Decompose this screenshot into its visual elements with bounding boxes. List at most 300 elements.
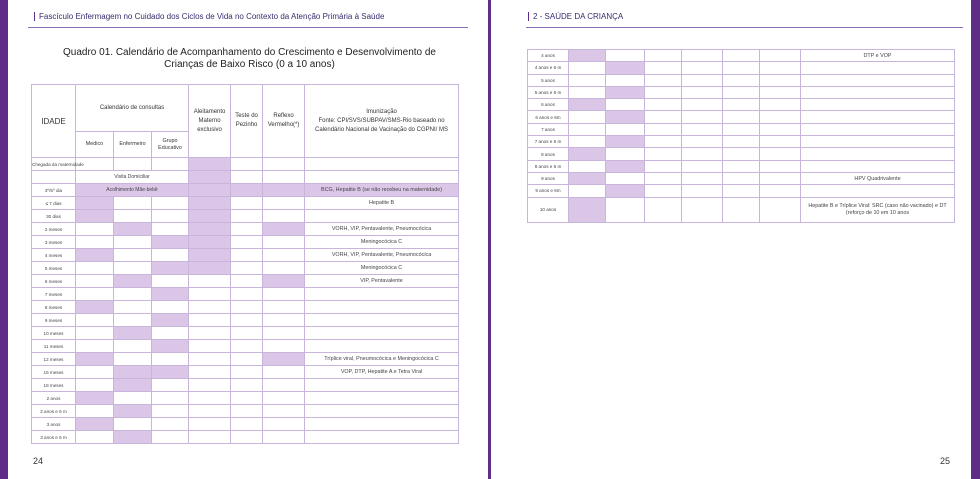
schedule-cell: [760, 74, 801, 86]
table-row: [528, 74, 955, 86]
age-label: 7 meses: [32, 288, 76, 301]
schedule-cell: [760, 197, 801, 222]
schedule-cell: [760, 136, 801, 148]
schedule-cell: [723, 197, 760, 222]
table-row: [528, 123, 955, 135]
immunization-cell: [305, 158, 459, 171]
schedule-cell: [682, 74, 723, 86]
schedule-cell: [231, 158, 263, 171]
table-row: [32, 236, 459, 249]
schedule-cell: [76, 236, 114, 249]
schedule-cell: [569, 99, 606, 111]
table-row: [32, 314, 459, 327]
schedule-cell: [263, 197, 305, 210]
schedule-cell: [682, 111, 723, 123]
immunization-cell: VORH, VIP, Pentavalente, Pneumocócica: [305, 249, 459, 262]
immunization-cell: Tríplice viral, Pneumocócica e Meningocócica C: [305, 353, 459, 366]
schedule-cell: [189, 275, 231, 288]
immunization-cell: [305, 314, 459, 327]
schedule-cell: [263, 288, 305, 301]
age-label: 4 anos e 6 m: [528, 62, 569, 74]
schedule-cell: [152, 418, 189, 431]
calendar-span-cell: Acolhimento Mãe-bebê: [76, 184, 189, 197]
age-label: 6 anos: [528, 99, 569, 111]
schedule-cell: [114, 301, 152, 314]
age-label: 8 meses: [32, 301, 76, 314]
schedule-cell: [569, 197, 606, 222]
age-label: 15 meses: [32, 366, 76, 379]
schedule-cell: [189, 392, 231, 405]
schedule-cell: [569, 136, 606, 148]
schedule-cell: [263, 249, 305, 262]
schedule-cell: [231, 340, 263, 353]
schedule-cell: [231, 327, 263, 340]
age-label: 9 meses: [32, 314, 76, 327]
schedule-cell: [114, 158, 152, 171]
table-row: [32, 158, 459, 171]
schedule-cell: [569, 172, 606, 184]
schedule-cell: [263, 418, 305, 431]
schedule-cell: [682, 172, 723, 184]
schedule-cell: [152, 275, 189, 288]
schedule-cell: [760, 62, 801, 74]
schedule-cell: [682, 86, 723, 98]
schedule-cell: [263, 340, 305, 353]
age-label: 2 anos e 6 m: [32, 405, 76, 418]
table-row: [32, 405, 459, 418]
immunization-cell: Meningocócica C: [305, 262, 459, 275]
schedule-cell: [114, 379, 152, 392]
schedule-cell: [263, 366, 305, 379]
age-label: 3 meses: [32, 236, 76, 249]
table-row: [528, 172, 955, 184]
table-row: [32, 340, 459, 353]
schedule-cell: [645, 123, 682, 135]
schedule-cell: [189, 262, 231, 275]
schedule-cell: [231, 353, 263, 366]
age-label: 10 anos: [528, 197, 569, 222]
schedule-cell: [606, 123, 645, 135]
col-reflexo: Reflexo Vermelho(*): [263, 85, 305, 158]
schedule-cell: [760, 50, 801, 62]
immunization-cell: [801, 148, 955, 160]
schedule-cell: [114, 392, 152, 405]
immunization-cell: [801, 74, 955, 86]
schedule-cell: [263, 236, 305, 249]
schedule-cell: [76, 314, 114, 327]
schedule-cell: [231, 236, 263, 249]
col-imunizacao: [305, 85, 459, 158]
schedule-cell: [152, 210, 189, 223]
immunization-cell: [305, 405, 459, 418]
immunization-cell: [305, 392, 459, 405]
schedule-cell: [152, 392, 189, 405]
schedule-cell: [76, 262, 114, 275]
table-row: [32, 418, 459, 431]
schedule-cell: [606, 111, 645, 123]
schedule-cell: [760, 99, 801, 111]
imunizacao-title: Imunização: [366, 108, 397, 115]
schedule-cell: [76, 197, 114, 210]
schedule-cell: [569, 86, 606, 98]
schedule-cell: [152, 327, 189, 340]
schedule-cell: [760, 185, 801, 197]
schedule-cell: [606, 74, 645, 86]
schedule-cell: [606, 148, 645, 160]
schedule-cell: [606, 172, 645, 184]
age-label: 11 meses: [32, 340, 76, 353]
schedule-cell: [76, 431, 114, 444]
schedule-cell: [189, 379, 231, 392]
age-label: [32, 171, 76, 184]
immunization-cell: [801, 160, 955, 172]
age-label: 5 meses: [32, 262, 76, 275]
schedule-cell: [645, 62, 682, 74]
schedule-cell: [152, 340, 189, 353]
table-row: [528, 99, 955, 111]
schedule-cell: [114, 314, 152, 327]
schedule-cell: [645, 50, 682, 62]
schedule-cell: [76, 405, 114, 418]
age-label: ≤ 7 dias: [32, 197, 76, 210]
schedule-cell: [263, 262, 305, 275]
schedule-cell: [152, 431, 189, 444]
schedule-cell: [569, 123, 606, 135]
schedule-cell: [231, 197, 263, 210]
schedule-cell: [114, 288, 152, 301]
schedule-cell: [189, 314, 231, 327]
schedule-cell: [231, 262, 263, 275]
schedule-cell: [152, 379, 189, 392]
schedule-cell: [189, 366, 231, 379]
immunization-cell: [305, 327, 459, 340]
schedule-cell: [569, 185, 606, 197]
schedule-cell: [152, 353, 189, 366]
schedule-cell: [152, 223, 189, 236]
page-number: 24: [33, 456, 44, 466]
immunization-cell: [801, 62, 955, 74]
table-row: [528, 197, 955, 222]
schedule-cell: [569, 111, 606, 123]
schedule-cell: [263, 379, 305, 392]
schedule-cell: [152, 314, 189, 327]
age-label: 3 anos: [32, 418, 76, 431]
age-label: 9 anos e 6m: [528, 185, 569, 197]
schedule-cell: [760, 172, 801, 184]
schedule-cell: [76, 366, 114, 379]
schedule-cell: [645, 111, 682, 123]
running-header: Fascículo Enfermagem no Cuidado dos Ciclos de Vida no Contexto da Atenção Primária à Saúde: [34, 12, 384, 21]
age-label: 7 anos e 6 m: [528, 136, 569, 148]
calendar-span-cell: Visita Domiciliar: [76, 171, 189, 184]
age-label: 8 anos e 6 m: [528, 160, 569, 172]
schedule-cell: [114, 431, 152, 444]
schedule-table-right: [527, 49, 955, 223]
schedule-cell: [231, 184, 263, 197]
immunization-cell: [305, 210, 459, 223]
schedule-cell: [263, 353, 305, 366]
schedule-cell: [645, 172, 682, 184]
age-label: 10 meses: [32, 327, 76, 340]
schedule-cell: [189, 340, 231, 353]
schedule-cell: [569, 62, 606, 74]
schedule-cell: [76, 249, 114, 262]
schedule-cell: [263, 431, 305, 444]
age-label: 2 meses: [32, 223, 76, 236]
schedule-cell: [645, 197, 682, 222]
table-row: [32, 327, 459, 340]
schedule-cell: [152, 301, 189, 314]
schedule-cell: [114, 353, 152, 366]
schedule-cell: [723, 86, 760, 98]
schedule-cell: [645, 74, 682, 86]
schedule-cell: [114, 262, 152, 275]
schedule-cell: [263, 275, 305, 288]
schedule-cell: [189, 405, 231, 418]
table-row: [32, 249, 459, 262]
table-row: [32, 431, 459, 444]
schedule-cell: [263, 158, 305, 171]
schedule-cell: [682, 136, 723, 148]
schedule-cell: [682, 99, 723, 111]
schedule-cell: [231, 392, 263, 405]
schedule-cell: [263, 314, 305, 327]
schedule-cell: [114, 275, 152, 288]
col-idade: IDADE: [32, 85, 76, 158]
table-row: [32, 288, 459, 301]
schedule-cell: [114, 197, 152, 210]
table-row: [32, 366, 459, 379]
age-label: 3º/5º dia: [32, 184, 76, 197]
immunization-cell: VOP, DTP, Hepatite A e Tetra Viral: [305, 366, 459, 379]
schedule-cell: [606, 99, 645, 111]
schedule-cell: [152, 197, 189, 210]
schedule-cell: [231, 223, 263, 236]
schedule-cell: [263, 210, 305, 223]
schedule-cell: [231, 288, 263, 301]
schedule-cell: [606, 197, 645, 222]
schedule-cell: [231, 405, 263, 418]
schedule-cell: [76, 340, 114, 353]
title-line-2: Crianças de Baixo Risco (0 a 10 anos): [164, 59, 335, 70]
schedule-cell: [723, 74, 760, 86]
table-row: [32, 379, 459, 392]
schedule-cell: [645, 160, 682, 172]
age-label: Chegada da maternidade: [32, 158, 76, 171]
running-header: 2 - SAÚDE DA CRIANÇA: [528, 12, 623, 21]
schedule-cell: [152, 158, 189, 171]
schedule-cell: [760, 111, 801, 123]
immunization-cell: [305, 340, 459, 353]
table-row: [528, 136, 955, 148]
schedule-cell: [76, 353, 114, 366]
schedule-cell: [263, 392, 305, 405]
table-row: [528, 50, 955, 62]
schedule-table-left: [31, 84, 459, 444]
table-row: [528, 111, 955, 123]
schedule-cell: [569, 160, 606, 172]
age-label: 6 meses: [32, 275, 76, 288]
table-title: [31, 47, 468, 71]
schedule-cell: [76, 275, 114, 288]
schedule-cell: [723, 185, 760, 197]
schedule-cell: [189, 223, 231, 236]
immunization-cell: VIP, Pentavalente: [305, 275, 459, 288]
schedule-cell: [682, 160, 723, 172]
schedule-cell: [76, 327, 114, 340]
header-rule: [526, 27, 963, 28]
age-label: 7 anos: [528, 123, 569, 135]
schedule-cell: [114, 223, 152, 236]
immunization-cell: [305, 171, 459, 184]
col-enfermeiro: Enfermeiro: [114, 132, 152, 158]
age-label: 5 anos: [528, 74, 569, 86]
table-row: [32, 184, 459, 197]
schedule-cell: [76, 379, 114, 392]
schedule-cell: [189, 353, 231, 366]
schedule-cell: [723, 99, 760, 111]
table-row: [32, 392, 459, 405]
immunization-cell: VORH, VIP, Pentavalente, Pneumocócica: [305, 223, 459, 236]
schedule-cell: [189, 288, 231, 301]
schedule-cell: [231, 275, 263, 288]
immunization-cell: [801, 86, 955, 98]
immunization-cell: [305, 301, 459, 314]
table-row: [32, 210, 459, 223]
schedule-cell: [152, 236, 189, 249]
age-label: 30 dias: [32, 210, 76, 223]
table-row: [528, 160, 955, 172]
col-calendario: Calendário de consultas: [76, 85, 189, 132]
schedule-cell: [682, 185, 723, 197]
schedule-cell: [231, 418, 263, 431]
immunization-cell: [305, 418, 459, 431]
imunizacao-source: Fonte: CPI/SVS/SUBPAV/SMS-Rio baseado no Calendário Nacional de Vacinação do CGPNI/ MS: [315, 117, 449, 133]
immunization-cell: [801, 99, 955, 111]
immunization-cell: Meningocócica C: [305, 236, 459, 249]
schedule-cell: [189, 431, 231, 444]
schedule-cell: [189, 171, 231, 184]
schedule-cell: [231, 314, 263, 327]
schedule-cell: [76, 223, 114, 236]
schedule-cell: [723, 148, 760, 160]
schedule-cell: [189, 236, 231, 249]
schedule-cell: [723, 172, 760, 184]
schedule-cell: [682, 50, 723, 62]
schedule-cell: [723, 136, 760, 148]
immunization-cell: [801, 185, 955, 197]
schedule-cell: [645, 185, 682, 197]
table-row: [528, 148, 955, 160]
schedule-cell: [76, 301, 114, 314]
age-label: 6 anos e 6m: [528, 111, 569, 123]
schedule-cell: [645, 99, 682, 111]
schedule-cell: [231, 431, 263, 444]
schedule-cell: [606, 185, 645, 197]
schedule-cell: [760, 160, 801, 172]
schedule-cell: [231, 171, 263, 184]
schedule-cell: [189, 301, 231, 314]
immunization-cell: [801, 136, 955, 148]
schedule-cell: [189, 184, 231, 197]
table-row: [32, 353, 459, 366]
schedule-cell: [569, 74, 606, 86]
schedule-cell: [760, 86, 801, 98]
table-row: [528, 86, 955, 98]
header-rule: [28, 27, 468, 28]
left-page: [8, 0, 488, 479]
schedule-cell: [263, 301, 305, 314]
schedule-cell: [606, 86, 645, 98]
age-label: 4 meses: [32, 249, 76, 262]
schedule-cell: [606, 136, 645, 148]
immunization-cell: [305, 379, 459, 392]
schedule-cell: [114, 236, 152, 249]
schedule-cell: [76, 210, 114, 223]
schedule-cell: [263, 223, 305, 236]
col-pezinho: Teste do Pezinho: [231, 85, 263, 158]
age-label: 12 meses: [32, 353, 76, 366]
schedule-cell: [114, 366, 152, 379]
schedule-cell: [263, 171, 305, 184]
schedule-cell: [606, 50, 645, 62]
schedule-cell: [152, 366, 189, 379]
table-row: [528, 185, 955, 197]
schedule-cell: [682, 123, 723, 135]
age-label: 5 anos e 6 m: [528, 86, 569, 98]
schedule-cell: [231, 301, 263, 314]
schedule-cell: [114, 418, 152, 431]
schedule-cell: [152, 249, 189, 262]
schedule-cell: [189, 249, 231, 262]
schedule-cell: [569, 148, 606, 160]
title-line-1: Quadro 01. Calendário de Acompanhamento do Crescimento e Desenvolvimento de: [63, 47, 436, 58]
immunization-cell: [801, 123, 955, 135]
schedule-cell: [231, 366, 263, 379]
schedule-cell: [231, 379, 263, 392]
table-row: [32, 223, 459, 236]
schedule-cell: [189, 327, 231, 340]
table-row: [32, 197, 459, 210]
age-label: 18 meses: [32, 379, 76, 392]
schedule-cell: [569, 50, 606, 62]
immunization-cell: [305, 431, 459, 444]
schedule-cell: [152, 262, 189, 275]
col-aleitamento: Aleitamento Materno exclusivo: [189, 85, 231, 158]
schedule-cell: [682, 148, 723, 160]
schedule-cell: [606, 62, 645, 74]
schedule-cell: [760, 123, 801, 135]
schedule-cell: [723, 50, 760, 62]
age-label: 3 anos e 6 m: [32, 431, 76, 444]
schedule-cell: [723, 160, 760, 172]
right-page: [491, 0, 971, 479]
schedule-cell: [152, 288, 189, 301]
schedule-cell: [76, 392, 114, 405]
page-number: 25: [940, 456, 951, 466]
schedule-cell: [189, 210, 231, 223]
schedule-cell: [76, 418, 114, 431]
schedule-cell: [231, 210, 263, 223]
age-label: 8 anos: [528, 148, 569, 160]
table-row: [528, 62, 955, 74]
schedule-cell: [645, 86, 682, 98]
schedule-cell: [114, 210, 152, 223]
schedule-cell: [189, 158, 231, 171]
immunization-cell: [305, 288, 459, 301]
schedule-cell: [645, 136, 682, 148]
schedule-cell: [152, 405, 189, 418]
